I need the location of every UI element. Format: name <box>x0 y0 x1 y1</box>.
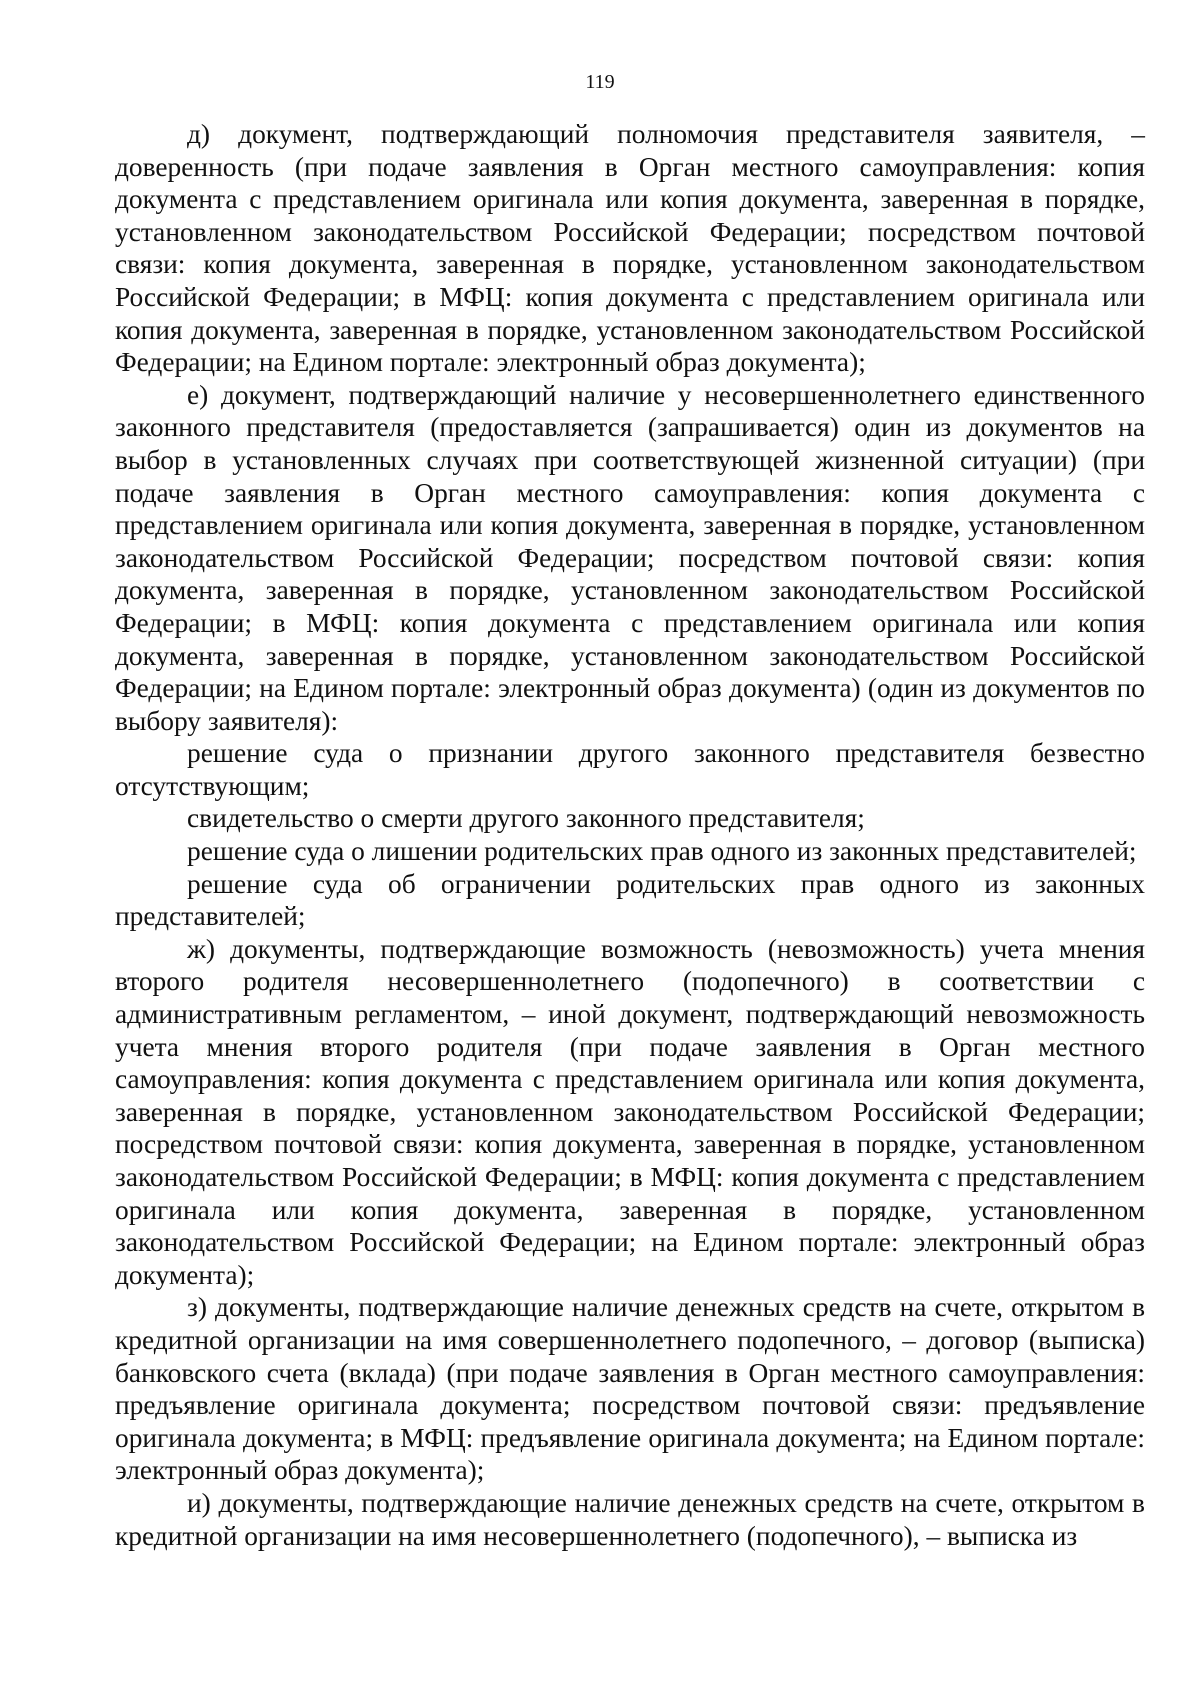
paragraph-e-sole-legal-representative: е) документ, подтверждающий наличие у несовершеннолетнего единственного законного представителя (предоставляется (запрашивается) один из документов на выбор в установленных случаях при соответствующей жизненной ситуации) (при подаче заявления в Орган местного самоуправления: копия документа с представлением оригинала или копия документа, заверенная в порядке, установленном законодательством Российской Федерации; посредством почтовой связи: копия документа, заверенная в порядке, установленном законодательством Российской Федерации; в МФЦ: копия документа с представлением оригинала или копия документа, заверенная в порядке, установленном законодательством Российской Федерации; на Едином портале: электронный образ документа) (один из документов по выбору заявителя): <box>115 379 1145 736</box>
paragraph-d-representative-authority: д) документ, подтверждающий полномочия представителя заявителя, – доверенность (при подаче заявления в Орган местного самоуправления: копия документа с представлением оригинала или копия документа, заверенная в порядке, установленном законодательством Российской Федерации; посредством почтовой связи: копия документа, заверенная в порядке, установленном законодательством Российской Федерации; в МФЦ: копия документа с представлением оригинала или копия документа, заверенная в порядке, установленном законодательством Российской Федерации; на Едином портале: электронный образ документа); <box>115 119 1145 378</box>
paragraph-z-adult-ward-account: з) документы, подтверждающие наличие денежных средств на счете, открытом в кредитной организации на имя совершеннолетнего подопечного, – договор (выписка) банковского счета (вклада) (при подаче заявления в Орган местного самоуправления: предъявление оригинала документа; посредством почтовой связи: предъявление оригинала документа; в МФЦ: предъявление оригинала документа; на Едином портале: электронный образ документа); <box>115 1292 1145 1486</box>
list-item-court-restriction-rights: решение суда об ограничении родительских прав одного из законных представителей; <box>115 868 1145 932</box>
list-item-death-certificate: свидетельство о смерти другого законного представителя; <box>187 803 865 834</box>
paragraph-i-minor-ward-account: и) документы, подтверждающие наличие денежных средств на счете, открытом в кредитной организации на имя несовершеннолетнего (подопечного), – выписка из <box>115 1487 1145 1551</box>
list-item-court-deprivation-rights: решение суда о лишении родительских прав одного из законных представителей; <box>187 836 1137 867</box>
document-body <box>115 118 1145 1552</box>
list-item-court-missing-person: решение суда о признании другого законного представителя безвестно отсутствующим; <box>115 738 1145 801</box>
paragraph-zh-second-parent-opinion: ж) документы, подтверждающие возможность (невозможность) учета мнения второго родителя несовершеннолетнего (подопечного) в соответствии с административным регламентом, – иной документ, подтверждающий невозможность учета мнения второго родителя (при подаче заявления в Орган местного самоуправления: копия документа с представлением оригинала или копия документа, заверенная в порядке, установленном законодательством Российской Федерации; посредством почтовой связи: копия документа, заверенная в порядке, установленном законодательством Российской Федерации; в МФЦ: копия документа с представлением оригинала или копия документа, заверенная в порядке, установленном законодательством Российской Федерации; на Едином портале: электронный образ документа); <box>115 933 1145 1290</box>
page-number: 119 <box>585 71 615 93</box>
